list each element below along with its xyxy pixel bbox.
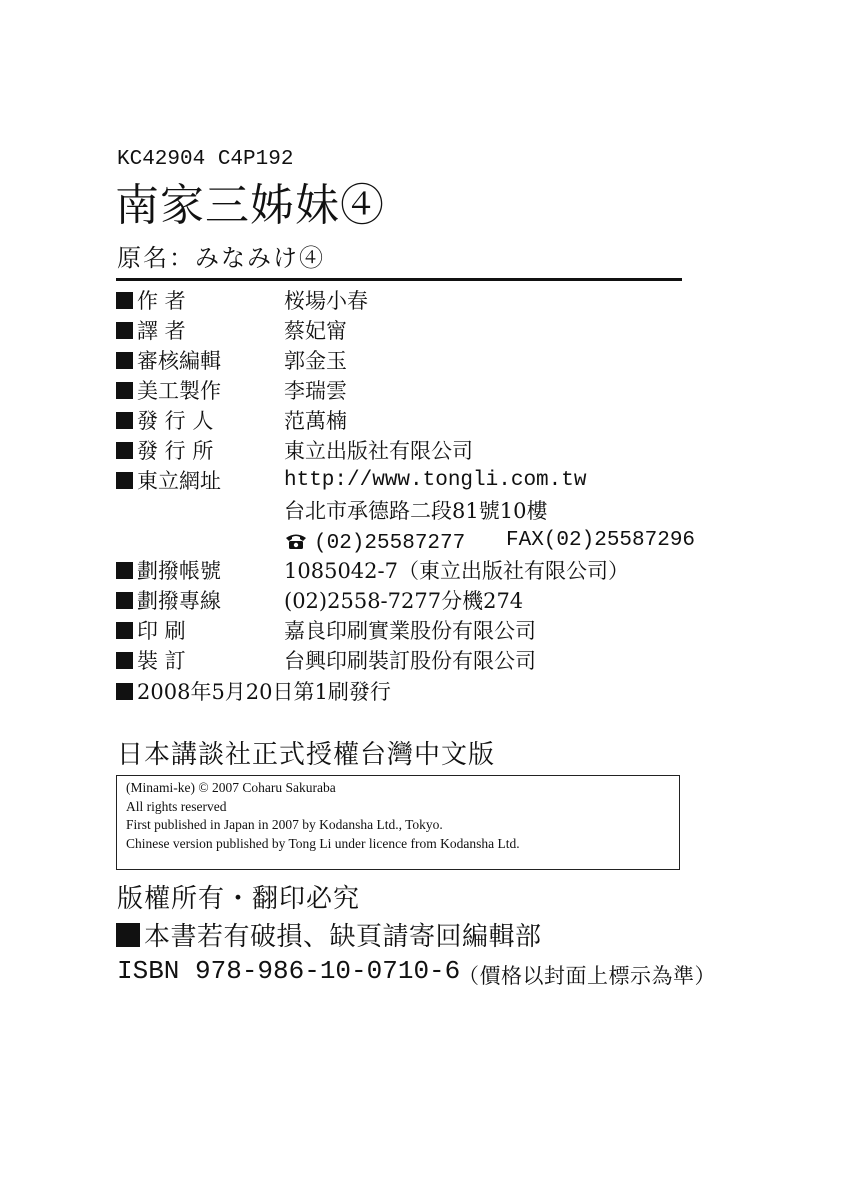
fax-number: FAX(02)25587296 bbox=[506, 529, 696, 552]
rights-notice: 版權所有・翻印必究 bbox=[117, 884, 361, 914]
print-date-row bbox=[116, 676, 391, 706]
credit-value: 李瑞雲 bbox=[284, 379, 347, 403]
credit-label: 美工製作 bbox=[137, 379, 221, 403]
payment-value: 嘉良印刷實業股份有限公司 bbox=[284, 619, 536, 643]
payment-label: 劃撥帳號 bbox=[137, 559, 221, 583]
credit-value: 范萬楠 bbox=[284, 409, 347, 433]
bullet-square bbox=[116, 652, 133, 669]
price-note: （價格以封面上標示為準） bbox=[458, 964, 716, 988]
credit-value: 東立出版社有限公司 bbox=[284, 439, 473, 463]
damage-notice: 本書若有破損、缺頁請寄回編輯部 bbox=[144, 922, 542, 952]
payment-value: (02)2558-7277分機274 bbox=[284, 589, 524, 613]
credit-label: 審核編輯 bbox=[137, 349, 221, 373]
copyright-line: (Minami-ke) © 2007 Coharu Sakuraba bbox=[126, 780, 336, 795]
copyright-box bbox=[116, 775, 680, 870]
credit-value: 蔡妃甯 bbox=[284, 319, 347, 343]
credit-value: 桜場小春 bbox=[284, 289, 368, 313]
payment-value: 台興印刷裝訂股份有限公司 bbox=[284, 649, 536, 673]
bullet-square bbox=[116, 683, 133, 700]
credit-label: 譯 者 bbox=[137, 319, 186, 343]
payment-label: 裝 訂 bbox=[137, 649, 186, 673]
bullet-square bbox=[116, 382, 133, 399]
authorization-line: 日本講談社正式授權台灣中文版 bbox=[117, 740, 496, 770]
divider bbox=[116, 278, 682, 281]
copyright-line: Chinese version published by Tong Li under licence from Kodansha Ltd. bbox=[126, 835, 520, 851]
copyright-line: All rights reserved bbox=[126, 798, 227, 814]
payment-value: 1085042-7（東立出版社有限公司） bbox=[284, 559, 629, 583]
payment-label: 印 刷 bbox=[137, 619, 186, 643]
bullet-square bbox=[116, 412, 133, 429]
website-url: http://www.tongli.com.tw bbox=[284, 469, 587, 492]
credit-label: 發 行 所 bbox=[137, 439, 214, 463]
phone-icon bbox=[284, 532, 308, 550]
bullet-square bbox=[116, 592, 133, 609]
bullet-square bbox=[116, 562, 133, 579]
bullet-square bbox=[116, 622, 133, 639]
bullet-square bbox=[116, 442, 133, 459]
book-title: 南家三姊妹④ bbox=[115, 180, 385, 231]
print-date: 2008年5月20日第1刷發行 bbox=[137, 680, 391, 704]
address: 台北市承德路二段81號10樓 bbox=[284, 499, 548, 523]
bullet-square bbox=[116, 292, 133, 309]
payment-label: 劃撥專線 bbox=[137, 589, 221, 613]
credit-label: 東立網址 bbox=[137, 469, 221, 493]
copyright-line: First published in Japan in 2007 by Kodansha Ltd., Tokyo. bbox=[126, 817, 443, 832]
bullet-square bbox=[116, 352, 133, 369]
credit-label: 發 行 人 bbox=[137, 409, 214, 433]
bullet-square bbox=[116, 472, 133, 489]
phone-number: (02)25587277 bbox=[314, 532, 466, 555]
bullet-square bbox=[116, 923, 140, 947]
damage-notice-row bbox=[116, 916, 542, 953]
original-name: 原名：みなみけ④ bbox=[117, 244, 325, 272]
isbn: ISBN 978-986-10-0710-6 bbox=[117, 956, 461, 986]
product-code: KC42904 C4P192 bbox=[117, 148, 294, 171]
bullet-square bbox=[116, 322, 133, 339]
credit-value: 郭金玉 bbox=[284, 349, 347, 373]
credit-label: 作 者 bbox=[137, 289, 186, 313]
